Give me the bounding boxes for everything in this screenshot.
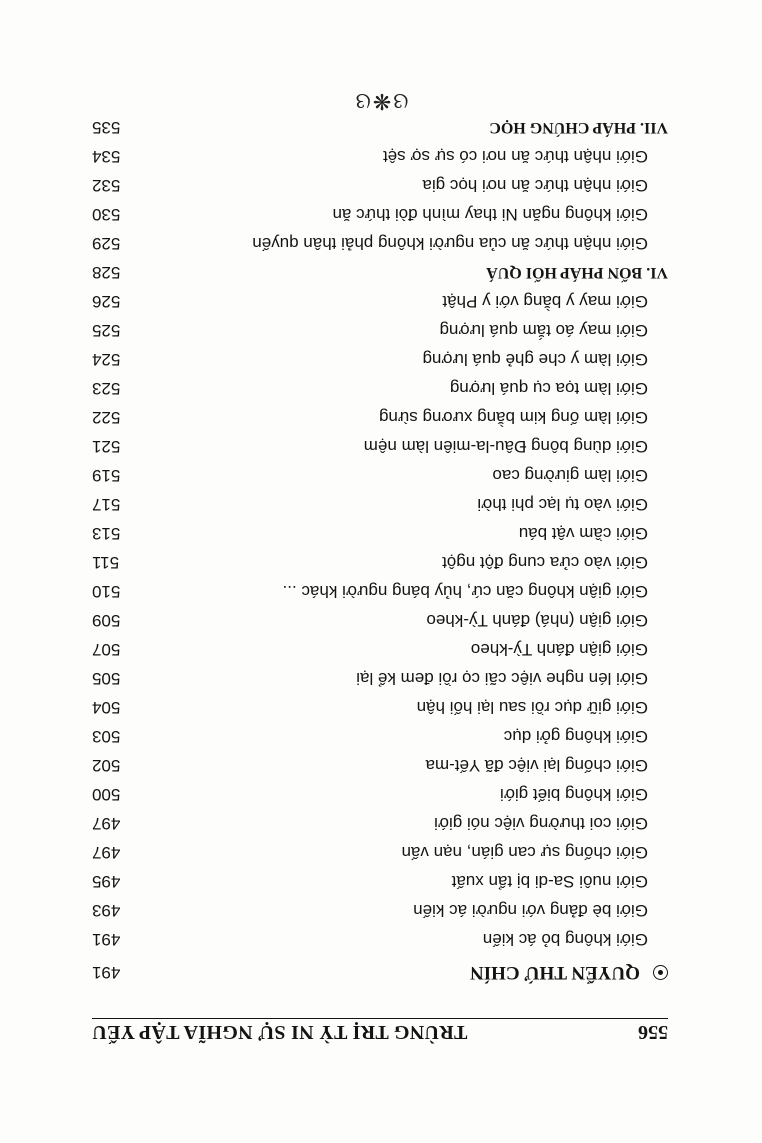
entry-page: 491: [92, 930, 121, 949]
entry-page: 522: [92, 408, 121, 427]
toc-entry: [92, 838, 668, 866]
entry-page: 509: [92, 611, 121, 630]
entry-page: 526: [92, 292, 121, 311]
section-heading: [92, 258, 668, 286]
toc-entry: [92, 896, 668, 924]
toc-entry: [92, 751, 668, 779]
target-bullet-icon: [653, 965, 668, 980]
toc-entry: [92, 867, 668, 895]
entry-title: Giới nhận thức ăn nơi học gia: [422, 176, 648, 195]
entry-page: 504: [92, 698, 121, 717]
entry-page: 511: [92, 553, 120, 572]
toc-entry: [92, 229, 668, 257]
toc-entry: [92, 432, 668, 460]
entry-title: Giới nhận thức ăn của người không phải thân quyến: [252, 234, 648, 253]
entry-title: Giới giận đánh Tỳ-kheo: [470, 640, 648, 659]
entry-title: Giới không bỏ ác kiến: [482, 930, 648, 949]
toc-entry: [92, 461, 668, 489]
entry-title: Giới nuôi Sa-di bị tẩn xuất: [451, 872, 648, 891]
entry-page: 523: [92, 379, 121, 398]
entry-title: Giới làm y che ghẻ quá lượng: [422, 350, 648, 369]
toc-entry: [92, 287, 668, 315]
toc-entry: [92, 200, 668, 228]
entry-page: 534: [92, 147, 121, 166]
entry-title: Giới may y bằng với y Phật: [442, 292, 648, 311]
entry-title: Giới lén nghe việc cãi cọ rồi đem kể lại: [356, 669, 648, 688]
entry-page: 525: [92, 321, 121, 340]
entry-page: 524: [92, 350, 121, 369]
toc-entry: [92, 345, 668, 373]
toc-entry: [92, 693, 668, 721]
entry-page: 532: [92, 176, 121, 195]
entry-page: 502: [92, 756, 121, 775]
section-title: VII. PHÁP CHÚNG HỌC: [489, 119, 668, 136]
section-page: 535: [92, 118, 121, 137]
toc-entry: [92, 664, 668, 692]
entry-title: Giới chống sự can gián, nạn vấn: [401, 843, 648, 862]
entry-title: Giới may áo tắm quá lượng: [439, 321, 648, 340]
entry-page: 497: [92, 843, 121, 862]
toc-entry: [92, 490, 668, 518]
entry-title: Giới không gởi dục: [503, 727, 648, 746]
running-title: TRÙNG TRỊ TỲ NI SỰ NGHĨA TẬP YẾU: [92, 1021, 468, 1043]
entry-title: Giới làm tọa cụ quá lượng: [449, 379, 648, 398]
toc-entry: [92, 606, 668, 634]
toc-entry: [92, 809, 668, 837]
toc-entry: [92, 925, 668, 953]
entry-page: 503: [92, 727, 121, 746]
chapter-page: 491: [92, 963, 121, 982]
entry-title: Giới coi thường việc nói giới: [434, 814, 648, 833]
entry-title: Giới vào tụ lạc phi thời: [477, 495, 648, 514]
flourish-ornament-icon: ଓ❋ଓ: [353, 88, 409, 113]
section-heading: [92, 113, 668, 141]
toc-entry: [92, 722, 668, 750]
entry-page: 495: [92, 872, 121, 891]
toc-entry: [92, 142, 668, 170]
entry-page: 493: [92, 901, 121, 920]
page-header: [92, 1019, 668, 1043]
entry-title: Giới làm ống kim bằng xương sừng: [378, 408, 648, 427]
entry-page: 507: [92, 640, 121, 659]
toc-entry: [92, 577, 668, 605]
toc-entry: [92, 519, 668, 547]
header-rule: [92, 1018, 668, 1019]
entry-title: Giới giận (nhá) đánh Tỳ-kheo: [426, 611, 648, 630]
entry-title: Giới giữ dục rồi sau lại hối hận: [416, 698, 648, 717]
entry-title: Giới không ngăn Ni thay mình đòi thức ăn: [332, 205, 648, 224]
entry-title: Giới chống lại việc đã Yết-ma: [425, 756, 648, 775]
chapter-title: QUYỂN THỨ CHÍN: [470, 962, 640, 983]
entry-title: Giới giận không căn cứ, hủy báng người khác ...: [282, 582, 648, 601]
toc-entry: [92, 374, 668, 402]
toc-entry: [92, 171, 668, 199]
entry-page: 529: [92, 234, 121, 253]
page-number: 556: [638, 1021, 668, 1043]
entry-title: Giới dùng bông Đâu-la-miên làm nệm: [363, 437, 648, 456]
entry-title: Giới làm giường cao: [492, 466, 648, 485]
entry-page: 517: [92, 495, 121, 514]
entry-page: 500: [92, 785, 121, 804]
entry-page: 519: [92, 466, 121, 485]
entry-title: Giới nhận thức ăn nơi có sự sợ sệt: [382, 147, 648, 166]
entry-page: 530: [92, 205, 121, 224]
entry-page: 513: [92, 524, 121, 543]
entry-title: Giới cầm vật báu: [518, 524, 648, 543]
entry-title: Giới bè đảng với người ác kiến: [413, 901, 648, 920]
toc-entry: [92, 780, 668, 808]
entry-title: Giới vào cửa cung đột ngột: [442, 553, 648, 572]
entry-title: Giới không biết giới: [500, 785, 648, 804]
entry-page: 497: [92, 814, 121, 833]
toc-entry: [92, 316, 668, 344]
chapter-heading: [92, 958, 668, 986]
entry-page: 505: [92, 669, 121, 688]
section-title: VI. BỐN PHÁP HỐI QUÁ: [486, 264, 668, 281]
entry-page: 521: [92, 437, 121, 456]
toc-entry: [92, 548, 668, 576]
toc-entry: [92, 403, 668, 431]
toc-entry: [92, 635, 668, 663]
section-page: 528: [92, 263, 121, 282]
entry-page: 510: [92, 582, 121, 601]
